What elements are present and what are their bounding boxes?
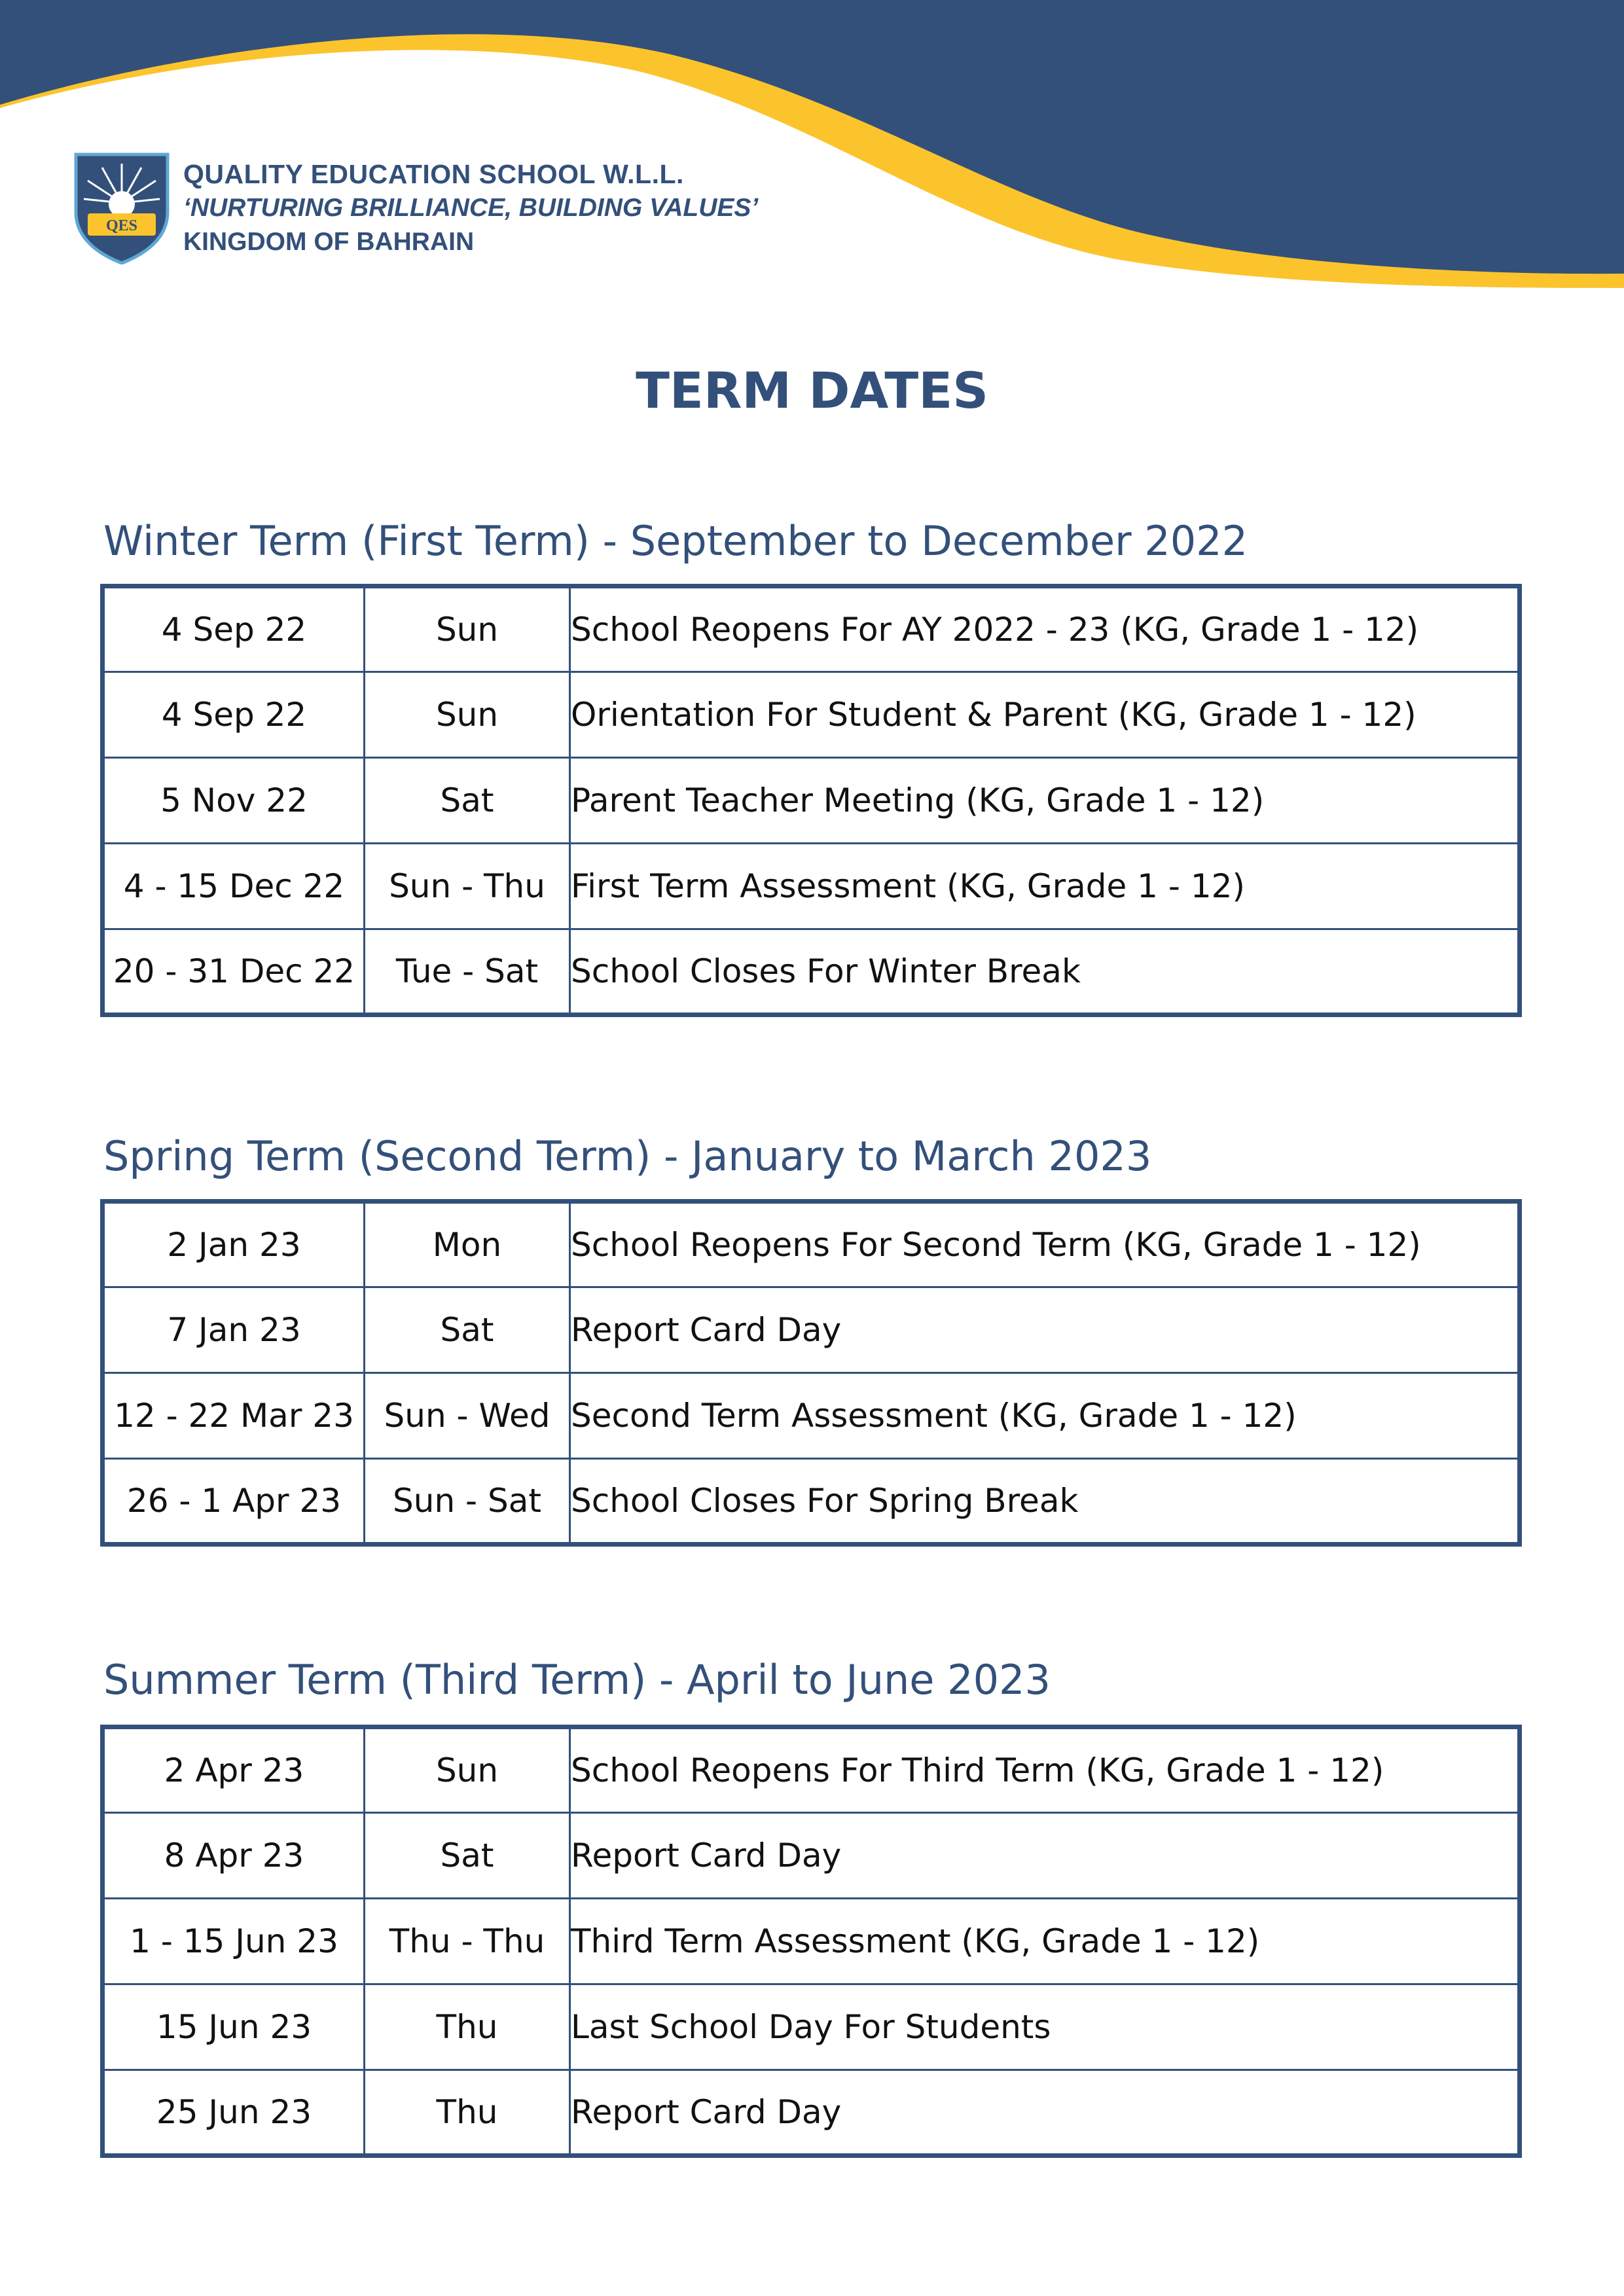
date-cell: 2 Jan 23: [103, 1202, 365, 1287]
table-row: [103, 758, 1520, 844]
table-row: [103, 1287, 1520, 1373]
table-row: [103, 1727, 1520, 1813]
date-cell: 20 - 31 Dec 22: [103, 929, 365, 1015]
event-cell: School Closes For Spring Break: [570, 1459, 1520, 1545]
table-row: [103, 1459, 1520, 1545]
term-heading-spring: Spring Term (Second Term) - January to March 2023: [103, 1132, 1152, 1180]
school-country: KINGDOM OF BAHRAIN: [183, 228, 475, 256]
term-table-winter: [100, 584, 1522, 1017]
event-cell: School Closes For Winter Break: [570, 929, 1520, 1015]
term-table-summer: [100, 1725, 1522, 2158]
day-cell: Sun: [365, 586, 570, 672]
event-cell: Second Term Assessment (KG, Grade 1 - 12): [570, 1373, 1520, 1459]
event-cell: School Reopens For Second Term (KG, Grade 1 - 12): [570, 1202, 1520, 1287]
date-cell: 5 Nov 22: [103, 758, 365, 844]
table-row: [103, 844, 1520, 929]
table-row: [103, 2070, 1520, 2156]
date-cell: 8 Apr 23: [103, 1813, 365, 1899]
day-cell: Sun: [365, 1727, 570, 1813]
date-cell: 15 Jun 23: [103, 1984, 365, 2070]
day-cell: Thu - Thu: [365, 1899, 570, 1984]
date-cell: 4 - 15 Dec 22: [103, 844, 365, 929]
date-cell: 4 Sep 22: [103, 586, 365, 672]
event-cell: Report Card Day: [570, 2070, 1520, 2156]
date-cell: 26 - 1 Apr 23: [103, 1459, 365, 1545]
event-cell: Orientation For Student & Parent (KG, Grade 1 - 12): [570, 672, 1520, 758]
page-title: TERM DATES: [636, 361, 988, 420]
table-row: [103, 929, 1520, 1015]
day-cell: Sun: [365, 672, 570, 758]
event-cell: Parent Teacher Meeting (KG, Grade 1 - 12): [570, 758, 1520, 844]
event-cell: Third Term Assessment (KG, Grade 1 - 12): [570, 1899, 1520, 1984]
event-cell: First Term Assessment (KG, Grade 1 - 12): [570, 844, 1520, 929]
date-cell: 7 Jan 23: [103, 1287, 365, 1373]
day-cell: Sat: [365, 1287, 570, 1373]
event-cell: Report Card Day: [570, 1287, 1520, 1373]
school-info: [183, 157, 758, 259]
date-cell: 2 Apr 23: [103, 1727, 365, 1813]
date-cell: 25 Jun 23: [103, 2070, 365, 2156]
day-cell: Tue - Sat: [365, 929, 570, 1015]
date-cell: 4 Sep 22: [103, 672, 365, 758]
table-row: [103, 1373, 1520, 1459]
term-heading-winter: Winter Term (First Term) - September to December 2022: [103, 517, 1248, 565]
school-name: QUALITY EDUCATION SCHOOL W.L.L.: [183, 159, 684, 189]
table-row: [103, 586, 1520, 672]
day-cell: Sat: [365, 1813, 570, 1899]
table-row: [103, 1813, 1520, 1899]
day-cell: Sun - Thu: [365, 844, 570, 929]
date-cell: 12 - 22 Mar 23: [103, 1373, 365, 1459]
event-cell: Report Card Day: [570, 1813, 1520, 1899]
day-cell: Sun - Wed: [365, 1373, 570, 1459]
day-cell: Sun - Sat: [365, 1459, 570, 1545]
table-row: [103, 1984, 1520, 2070]
date-cell: 1 - 15 Jun 23: [103, 1899, 365, 1984]
day-cell: Mon: [365, 1202, 570, 1287]
day-cell: Sat: [365, 758, 570, 844]
table-row: [103, 672, 1520, 758]
event-cell: School Reopens For AY 2022 - 23 (KG, Grade 1 - 12): [570, 586, 1520, 672]
table-row: [103, 1899, 1520, 1984]
school-crest-icon: [73, 152, 170, 264]
logo-text: QES: [105, 217, 138, 234]
term-table-spring: [100, 1199, 1522, 1547]
table-row: [103, 1202, 1520, 1287]
day-cell: Thu: [365, 2070, 570, 2156]
school-motto: ‘NURTURING BRILLIANCE, BUILDING VALUES’: [183, 194, 759, 222]
event-cell: School Reopens For Third Term (KG, Grade 1 - 12): [570, 1727, 1520, 1813]
term-heading-summer: Summer Term (Third Term) - April to June 2023: [103, 1656, 1051, 1704]
event-cell: Last School Day For Students: [570, 1984, 1520, 2070]
day-cell: Thu: [365, 1984, 570, 2070]
